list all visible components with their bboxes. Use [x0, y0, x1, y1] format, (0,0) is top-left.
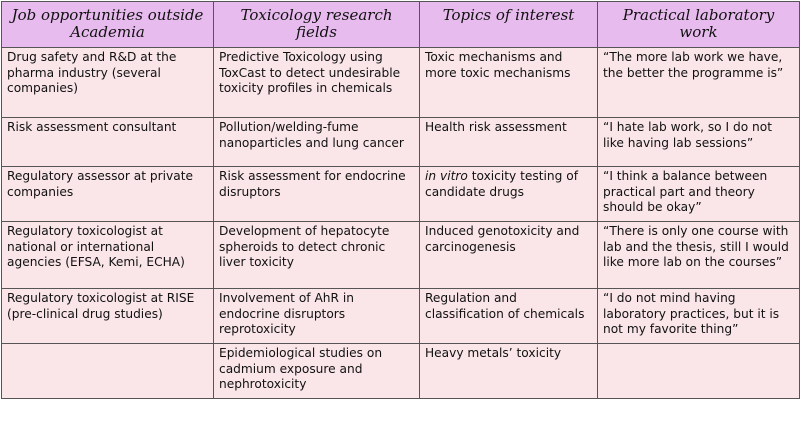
cell-job: Regulatory assessor at private companies: [2, 167, 214, 222]
header-topics-of-interest: Topics of interest: [420, 2, 598, 48]
cell-job: Regulatory toxicologist at national or international agencies (EFSA, Kemi, ECHA): [2, 222, 214, 289]
cell-lab-quote: “I do not mind having laboratory practices, but it is not my favorite thing”: [598, 289, 800, 344]
toxicology-table: [1, 1, 800, 399]
cell-research-field: Epidemiological studies on cadmium exposure and nephrotoxicity: [214, 344, 420, 399]
cell-research-field: Involvement of AhR in endocrine disruptors reprotoxicity: [214, 289, 420, 344]
cell-job: Drug safety and R&D at the pharma industry (several companies): [2, 48, 214, 118]
cell-topic: [420, 167, 598, 222]
cell-research-field: Pollution/welding-fume nanoparticles and lung cancer: [214, 118, 420, 167]
cell-topic: Heavy metals’ toxicity: [420, 344, 598, 399]
cell-topic-text: toxicity testing of candidate drugs: [425, 169, 579, 199]
cell-topic: Regulation and classification of chemicals: [420, 289, 598, 344]
cell-topic-italic: in vitro: [425, 169, 468, 183]
cell-job: Risk assessment consultant: [2, 118, 214, 167]
cell-topic: Induced genotoxicity and carcinogenesis: [420, 222, 598, 289]
cell-research-field: Predictive Toxicology using ToxCast to detect undesirable toxicity profiles in chemicals: [214, 48, 420, 118]
cell-research-field: Development of hepatocyte spheroids to detect chronic liver toxicity: [214, 222, 420, 289]
cell-lab-quote: [598, 344, 800, 399]
cell-lab-quote: “There is only one course with lab and the thesis, still I would like more lab on the courses”: [598, 222, 800, 289]
cell-lab-quote: “I think a balance between practical part and theory should be okay”: [598, 167, 800, 222]
table-row: [2, 118, 800, 167]
cell-job: [2, 344, 214, 399]
cell-lab-quote: “The more lab work we have, the better the programme is”: [598, 48, 800, 118]
cell-topic: Health risk assessment: [420, 118, 598, 167]
table-row: [2, 289, 800, 344]
table-row: [2, 222, 800, 289]
header-research-fields: Toxicology research fields: [214, 2, 420, 48]
cell-job: Regulatory toxicologist at RISE (pre-clinical drug studies): [2, 289, 214, 344]
cell-topic: Toxic mechanisms and more toxic mechanisms: [420, 48, 598, 118]
cell-research-field: Risk assessment for endocrine disruptors: [214, 167, 420, 222]
header-job-opportunities: Job opportunities outside Academia: [2, 2, 214, 48]
header-row: [2, 2, 800, 48]
header-lab-work: Practical laboratory work: [598, 2, 800, 48]
table-row: [2, 167, 800, 222]
cell-lab-quote: “I hate lab work, so I do not like having lab sessions”: [598, 118, 800, 167]
table-row: [2, 48, 800, 118]
table-row: [2, 344, 800, 399]
